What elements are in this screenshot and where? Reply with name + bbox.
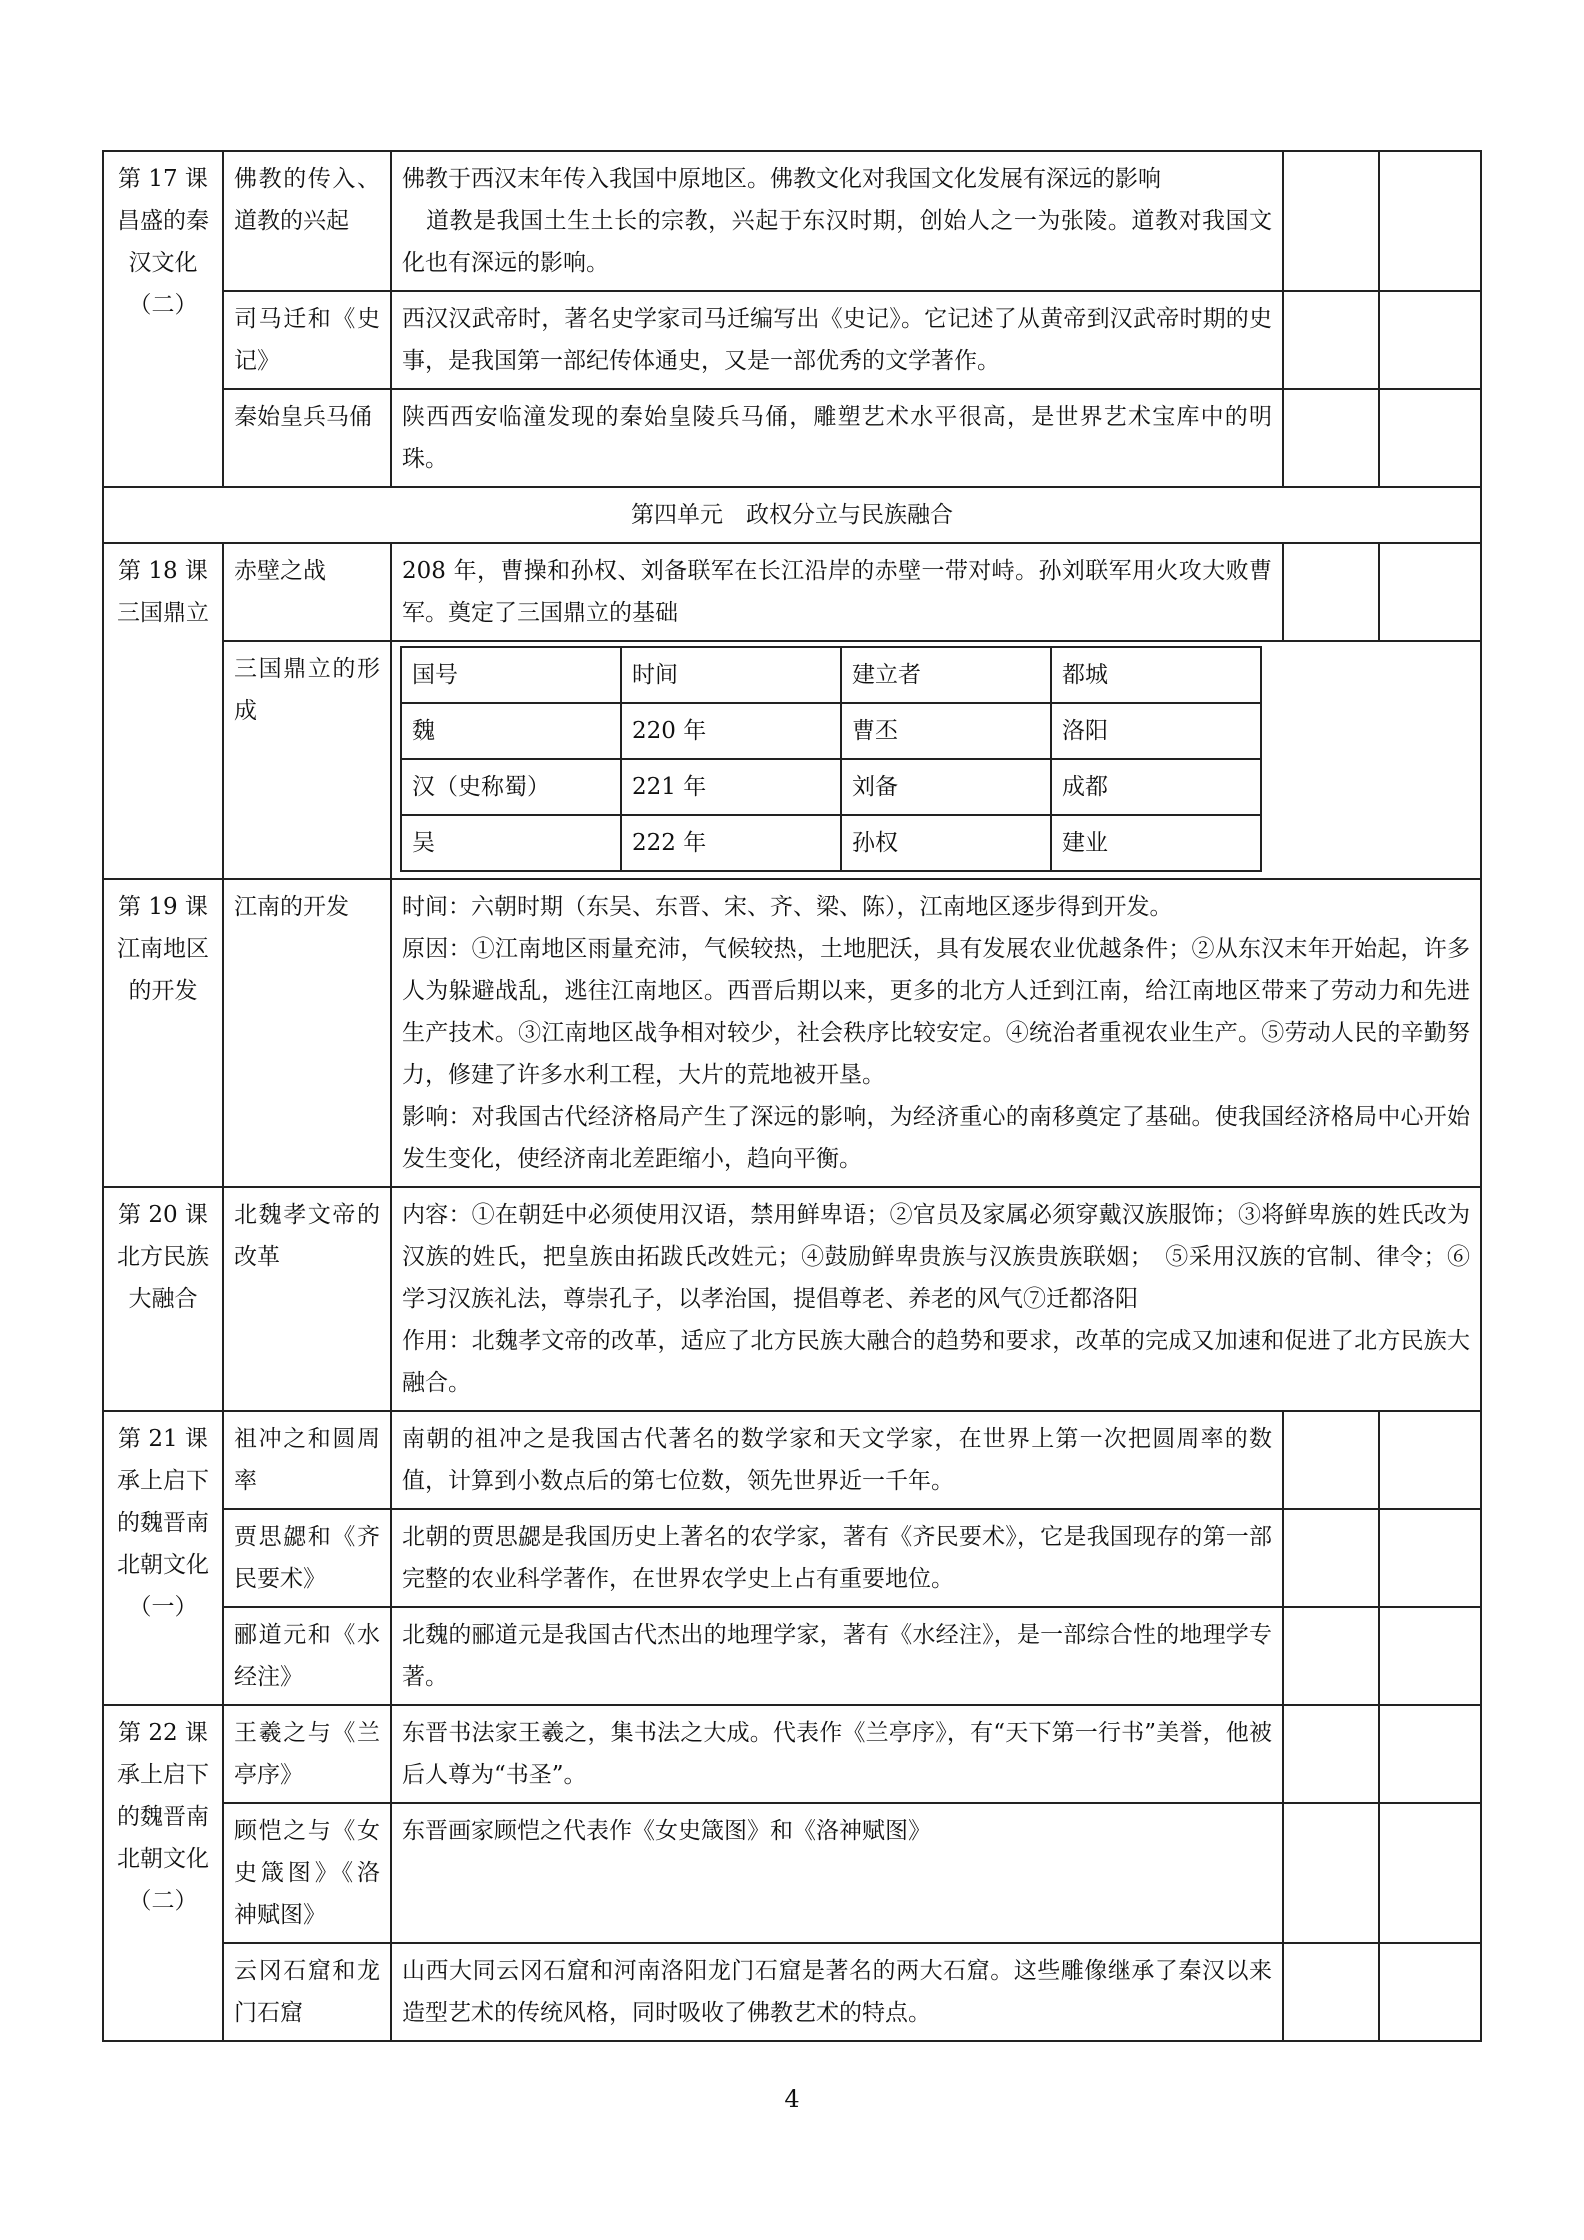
lesson-19-label: 第 19 课江南地区的开发 [103, 879, 223, 1187]
content-cell [391, 151, 1283, 291]
blank-cell [1379, 1803, 1481, 1943]
content-paragraph: 道教是我国土生土长的宗教，兴起于东汉时期，创始人之一为张陵。道教对我国文化也有深远的影响。 [402, 208, 1272, 276]
blank-cell [1379, 1607, 1481, 1705]
page-number: 4 [784, 2085, 800, 2113]
topic-cell: 佛教的传入、道教的兴起 [223, 151, 391, 291]
topic-cell: 顾恺之与《女史箴图》《洛神赋图》 [223, 1803, 391, 1943]
inner-header: 国号 [401, 647, 621, 703]
lesson-20-label: 第 20 课北方民族大融合 [103, 1187, 223, 1411]
content-cell [391, 1187, 1481, 1411]
topic-cell: 郦道元和《水经注》 [223, 1607, 391, 1705]
content-paragraph: 原因：①江南地区雨量充沛，气候较热，土地肥沃，具有发展农业优越条件；②从东汉末年开始起，许多人为躲避战乱，逃往江南地区。西晋后期以来，更多的北方人迁到江南，给江南地区带来了劳动力和先进生产技术。③江南地区战争相对较少，社会秩序比较安定。④统治者重视农业生产。⑤劳动人民的辛勤努力，修建了许多水利工程，大片的荒地被开垦。 [402, 936, 1470, 1088]
topic-cell: 王羲之与《兰亭序》 [223, 1705, 391, 1803]
table-row [103, 1803, 1481, 1943]
inner-cell: 魏 [401, 703, 621, 759]
table-row [103, 389, 1481, 487]
content-cell [391, 879, 1481, 1187]
content-paragraph: 时间：六朝时期（东吴、东晋、宋、齐、梁、陈），江南地区逐步得到开发。 [402, 894, 1173, 920]
inner-cell: 吴 [401, 815, 621, 871]
summary-table [102, 150, 1482, 2042]
inner-cell: 曹丕 [841, 703, 1051, 759]
three-kingdoms-table [400, 646, 1262, 872]
topic-cell: 司马迁和《史记》 [223, 291, 391, 389]
content-paragraph: 影响：对我国古代经济格局产生了深远的影响，为经济重心的南移奠定了基础。使我国经济格局中心开始发生变化，使经济南北差距缩小，趋向平衡。 [402, 1104, 1470, 1172]
blank-cell [1283, 1705, 1379, 1803]
blank-cell [1379, 151, 1481, 291]
blank-cell [1283, 1509, 1379, 1607]
content-cell: 北魏的郦道元是我国古代杰出的地理学家，著有《水经注》，是一部综合性的地理学专著。 [391, 1607, 1283, 1705]
inner-cell: 刘备 [841, 759, 1051, 815]
topic-cell: 祖冲之和圆周率 [223, 1411, 391, 1509]
three-kingdoms-cell [391, 641, 1481, 879]
document-page [102, 150, 1480, 2042]
lesson-17-label: 第 17 课昌盛的秦汉文化（二） [103, 151, 223, 487]
topic-cell: 江南的开发 [223, 879, 391, 1187]
content-cell: 南朝的祖冲之是我国古代著名的数学家和天文学家，在世界上第一次把圆周率的数值，计算到小数点后的第七位数，领先世界近一千年。 [391, 1411, 1283, 1509]
blank-cell [1379, 291, 1481, 389]
blank-cell [1283, 1943, 1379, 2041]
blank-cell [1283, 1411, 1379, 1509]
content-paragraph: 内容：①在朝廷中必须使用汉语，禁用鲜卑语；②官员及家属必须穿戴汉族服饰；③将鲜卑族的姓氏改为汉族的姓氏，把皇族由拓跋氏改姓元；④鼓励鲜卑贵族与汉族贵族联姻； ⑤采用汉族的官制、律令；⑥学习汉族礼法，尊崇孔子，以孝治国，提倡尊老、养老的风气⑦迁都洛阳 [402, 1202, 1470, 1312]
inner-row [401, 759, 1261, 815]
blank-cell [1379, 1411, 1481, 1509]
content-paragraph: 作用：北魏孝文帝的改革，适应了北方民族大融合的趋势和要求，改革的完成又加速和促进了北方民族大融合。 [402, 1328, 1470, 1396]
blank-cell [1379, 1509, 1481, 1607]
table-row [103, 641, 1481, 879]
table-row [103, 151, 1481, 291]
table-row [103, 543, 1481, 641]
topic-cell: 秦始皇兵马俑 [223, 389, 391, 487]
table-row [103, 1705, 1481, 1803]
table-row [103, 1187, 1481, 1411]
content-cell: 陕西西安临潼发现的秦始皇陵兵马俑，雕塑艺术水平很高，是世界艺术宝库中的明珠。 [391, 389, 1283, 487]
content-cell: 东晋画家顾恺之代表作《女史箴图》和《洛神赋图》 [391, 1803, 1283, 1943]
inner-cell: 221 年 [621, 759, 841, 815]
lesson-21-label: 第 21 课承上启下的魏晋南北朝文化（一） [103, 1411, 223, 1705]
blank-cell [1283, 1803, 1379, 1943]
inner-cell: 成都 [1051, 759, 1261, 815]
inner-cell: 洛阳 [1051, 703, 1261, 759]
blank-cell [1283, 291, 1379, 389]
content-cell: 西汉汉武帝时，著名史学家司马迁编写出《史记》。它记述了从黄帝到汉武帝时期的史事，是我国第一部纪传体通史，又是一部优秀的文学著作。 [391, 291, 1283, 389]
topic-cell: 云冈石窟和龙门石窟 [223, 1943, 391, 2041]
inner-cell: 汉（史称蜀） [401, 759, 621, 815]
blank-cell [1283, 389, 1379, 487]
topic-cell: 北魏孝文帝的改革 [223, 1187, 391, 1411]
inner-header: 时间 [621, 647, 841, 703]
blank-cell [1283, 543, 1379, 641]
lesson-22-label: 第 22 课承上启下的魏晋南北朝文化（二） [103, 1705, 223, 2041]
inner-header-row [401, 647, 1261, 703]
table-row [103, 291, 1481, 389]
blank-cell [1283, 151, 1379, 291]
content-cell: 山西大同云冈石窟和河南洛阳龙门石窟是著名的两大石窟。这些雕像继承了秦汉以来造型艺术的传统风格，同时吸收了佛教艺术的特点。 [391, 1943, 1283, 2041]
inner-header: 都城 [1051, 647, 1261, 703]
inner-cell: 建业 [1051, 815, 1261, 871]
blank-cell [1379, 543, 1481, 641]
content-cell: 东晋书法家王羲之，集书法之大成。代表作《兰亭序》，有“天下第一行书”美誉，他被后人尊为“书圣”。 [391, 1705, 1283, 1803]
content-cell: 北朝的贾思勰是我国历史上著名的农学家，著有《齐民要术》，它是我国现存的第一部完整的农业科学著作，在世界农学史上占有重要地位。 [391, 1509, 1283, 1607]
content-paragraph: 佛教于西汉末年传入我国中原地区。佛教文化对我国文化发展有深远的影响 [402, 166, 1161, 192]
inner-cell: 220 年 [621, 703, 841, 759]
content-cell: 208 年，曹操和孙权、刘备联军在长江沿岸的赤壁一带对峙。孙刘联军用火攻大败曹军。奠定了三国鼎立的基础 [391, 543, 1283, 641]
lesson-18-label: 第 18 课三国鼎立 [103, 543, 223, 879]
table-row [103, 879, 1481, 1187]
table-row [103, 1943, 1481, 2041]
blank-cell [1379, 1705, 1481, 1803]
table-row [103, 1411, 1481, 1509]
inner-row [401, 815, 1261, 871]
table-row [103, 1509, 1481, 1607]
unit-heading: 第四单元 政权分立与民族融合 [103, 487, 1481, 543]
blank-cell [1283, 1607, 1379, 1705]
inner-row [401, 703, 1261, 759]
topic-cell: 三国鼎立的形成 [223, 641, 391, 879]
table-row [103, 1607, 1481, 1705]
table-row [103, 487, 1481, 543]
topic-cell: 贾思勰和《齐民要术》 [223, 1509, 391, 1607]
inner-cell: 222 年 [621, 815, 841, 871]
topic-cell: 赤壁之战 [223, 543, 391, 641]
blank-cell [1379, 1943, 1481, 2041]
inner-header: 建立者 [841, 647, 1051, 703]
inner-cell: 孙权 [841, 815, 1051, 871]
blank-cell [1379, 389, 1481, 487]
